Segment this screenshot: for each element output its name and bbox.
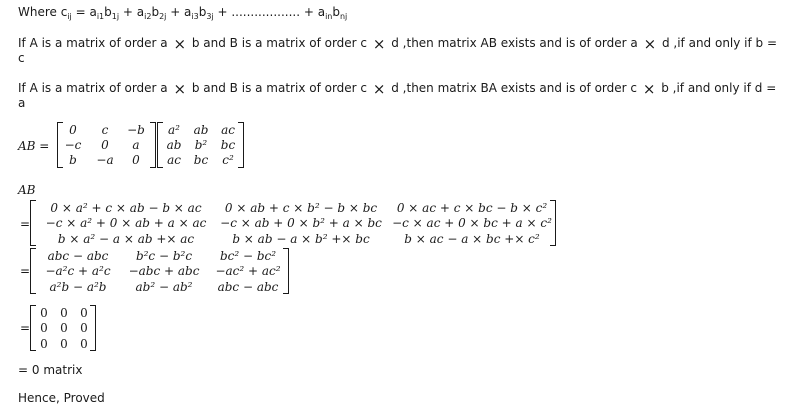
eq-part: + a — [119, 5, 145, 19]
matrix-a-cell: 0 — [101, 138, 109, 152]
simplified-cell: abc − abc — [47, 249, 109, 263]
eq-sub: i1 — [96, 12, 105, 21]
zero-cell: 0 — [80, 306, 88, 320]
rule-ab-line1 — [18, 34, 777, 51]
definition-line — [18, 4, 347, 25]
zero-matrix — [36, 306, 96, 352]
rule-ab-text: If A is a matrix of order a — [18, 36, 172, 50]
matrix-b-cell: bc — [193, 153, 209, 167]
rule-ab-text: d ,if and only if b = — [658, 36, 778, 50]
eq-sub: i3 — [191, 12, 199, 21]
times-symbol: × — [643, 35, 657, 53]
times-symbol: × — [642, 80, 656, 98]
simplified-cell: −ac² + ac² — [215, 264, 281, 278]
simplified-cell: −a²c + a²c — [45, 264, 111, 278]
simplified-cell: b²c − b²c — [135, 249, 193, 263]
eq-sub: 1j — [111, 12, 120, 21]
expanded-cell: b × ac − a × bc +× c² — [404, 232, 540, 246]
times-symbol: × — [173, 35, 187, 53]
ab-lhs: AB = — [18, 139, 50, 153]
simplified-cell: ab² − ab² — [135, 280, 193, 294]
rule-ba-text: If A is a matrix of order a — [18, 81, 172, 95]
zero-cell: 0 — [60, 337, 68, 351]
definition-prefix: Where c — [18, 5, 68, 19]
bracket-right — [90, 305, 96, 351]
matrix-a-cell: 0 — [132, 153, 140, 167]
expanded-cell: −c × ab + 0 × b² + a × bc — [220, 216, 382, 230]
equals-sign: = — [20, 264, 31, 278]
expanded-cell: 0 × ac + c × bc − b × c² — [396, 201, 548, 215]
matrix-a-cell: −b — [127, 123, 145, 137]
ab-label: AB — [18, 183, 36, 197]
eq-sub: nj — [339, 12, 348, 21]
times-symbol: × — [372, 80, 386, 98]
matrix-b-cell: b² — [194, 138, 208, 152]
bracket-right — [150, 122, 156, 168]
eq-part: b — [151, 5, 160, 19]
rule-ab-line2: c — [18, 51, 25, 65]
matrix-a-cell: −c — [64, 138, 82, 152]
expanded-matrix — [36, 201, 556, 247]
times-symbol: × — [372, 35, 386, 53]
eq-part: = a — [71, 5, 97, 19]
rule-ab-text: d ,then matrix AB exists and is of order a — [387, 36, 642, 50]
matrix-b — [162, 123, 242, 168]
eq-part: + .................. + a — [213, 5, 326, 19]
matrix-b-cell: bc — [220, 138, 236, 152]
eq-part: + a — [166, 5, 192, 19]
simplified-matrix — [36, 249, 296, 295]
matrix-b-cell: a² — [168, 123, 180, 137]
equals-sign: = — [20, 217, 31, 231]
eq-part: b — [332, 5, 340, 19]
zero-cell: 0 — [40, 321, 48, 335]
zero-cell: 0 — [40, 337, 48, 351]
matrix-b-cell: c² — [222, 153, 234, 167]
zero-cell: 0 — [40, 306, 48, 320]
zero-cell: 0 — [60, 321, 68, 335]
rule-ba-line1 — [18, 79, 776, 96]
expanded-cell: b × ab − a × b² +× bc — [232, 232, 370, 246]
rule-ba-line2: a — [18, 96, 26, 110]
eq-sub: i2 — [144, 12, 152, 21]
matrix-b-cell: ab — [193, 123, 209, 137]
simplified-cell: abc − abc — [217, 280, 279, 294]
matrix-b-cell: ac — [167, 153, 181, 167]
simplified-cell: bc² − bc² — [219, 249, 277, 263]
expanded-cell: −c × ac + 0 × bc + a × c² — [392, 216, 552, 230]
matrix-a-cell: a — [132, 138, 140, 152]
eq-sub: in — [325, 12, 333, 21]
result-line: = 0 matrix — [18, 363, 83, 377]
expanded-cell: −c × a² + 0 × ab + a × ac — [45, 216, 207, 230]
zero-cell: 0 — [80, 321, 88, 335]
expanded-cell: 0 × ab + c × b² − b × bc — [224, 201, 378, 215]
matrix-b-cell: ac — [221, 123, 235, 137]
conclusion-line: Hence, Proved — [18, 391, 105, 405]
eq-part: b — [104, 5, 112, 19]
matrix-a-cell: 0 — [69, 123, 77, 137]
matrix-b-cell: ab — [166, 138, 182, 152]
bracket-right — [550, 200, 556, 246]
simplified-cell: a²b − a²b — [49, 280, 107, 294]
bracket-right — [283, 248, 289, 294]
subscript-ij: ij — [67, 12, 72, 21]
rule-ba-text: d ,then matrix BA exists and is of order c — [387, 81, 641, 95]
times-symbol: × — [173, 80, 187, 98]
matrix-a-cell: c — [101, 123, 109, 137]
zero-cell: 0 — [80, 337, 88, 351]
equals-sign: = — [20, 321, 31, 335]
matrix-a-cell: b — [69, 153, 77, 167]
rule-ba-text: b and B is a matrix of order c — [188, 81, 371, 95]
expanded-cell: 0 × a² + c × ab − b × ac — [50, 201, 202, 215]
simplified-cell: −abc + abc — [128, 264, 200, 278]
bracket-right — [238, 122, 244, 168]
eq-sub: 2j — [159, 12, 167, 21]
matrix-a — [62, 123, 152, 168]
eq-part: b — [198, 5, 207, 19]
zero-cell: 0 — [60, 306, 68, 320]
expanded-cell: b × a² − a × ab +× ac — [57, 232, 195, 246]
eq-sub: 3j — [206, 12, 214, 21]
rule-ba-text: b ,if and only if d = — [657, 81, 777, 95]
matrix-a-cell: −a — [96, 153, 114, 167]
rule-ab-text: b and B is a matrix of order c — [188, 36, 371, 50]
